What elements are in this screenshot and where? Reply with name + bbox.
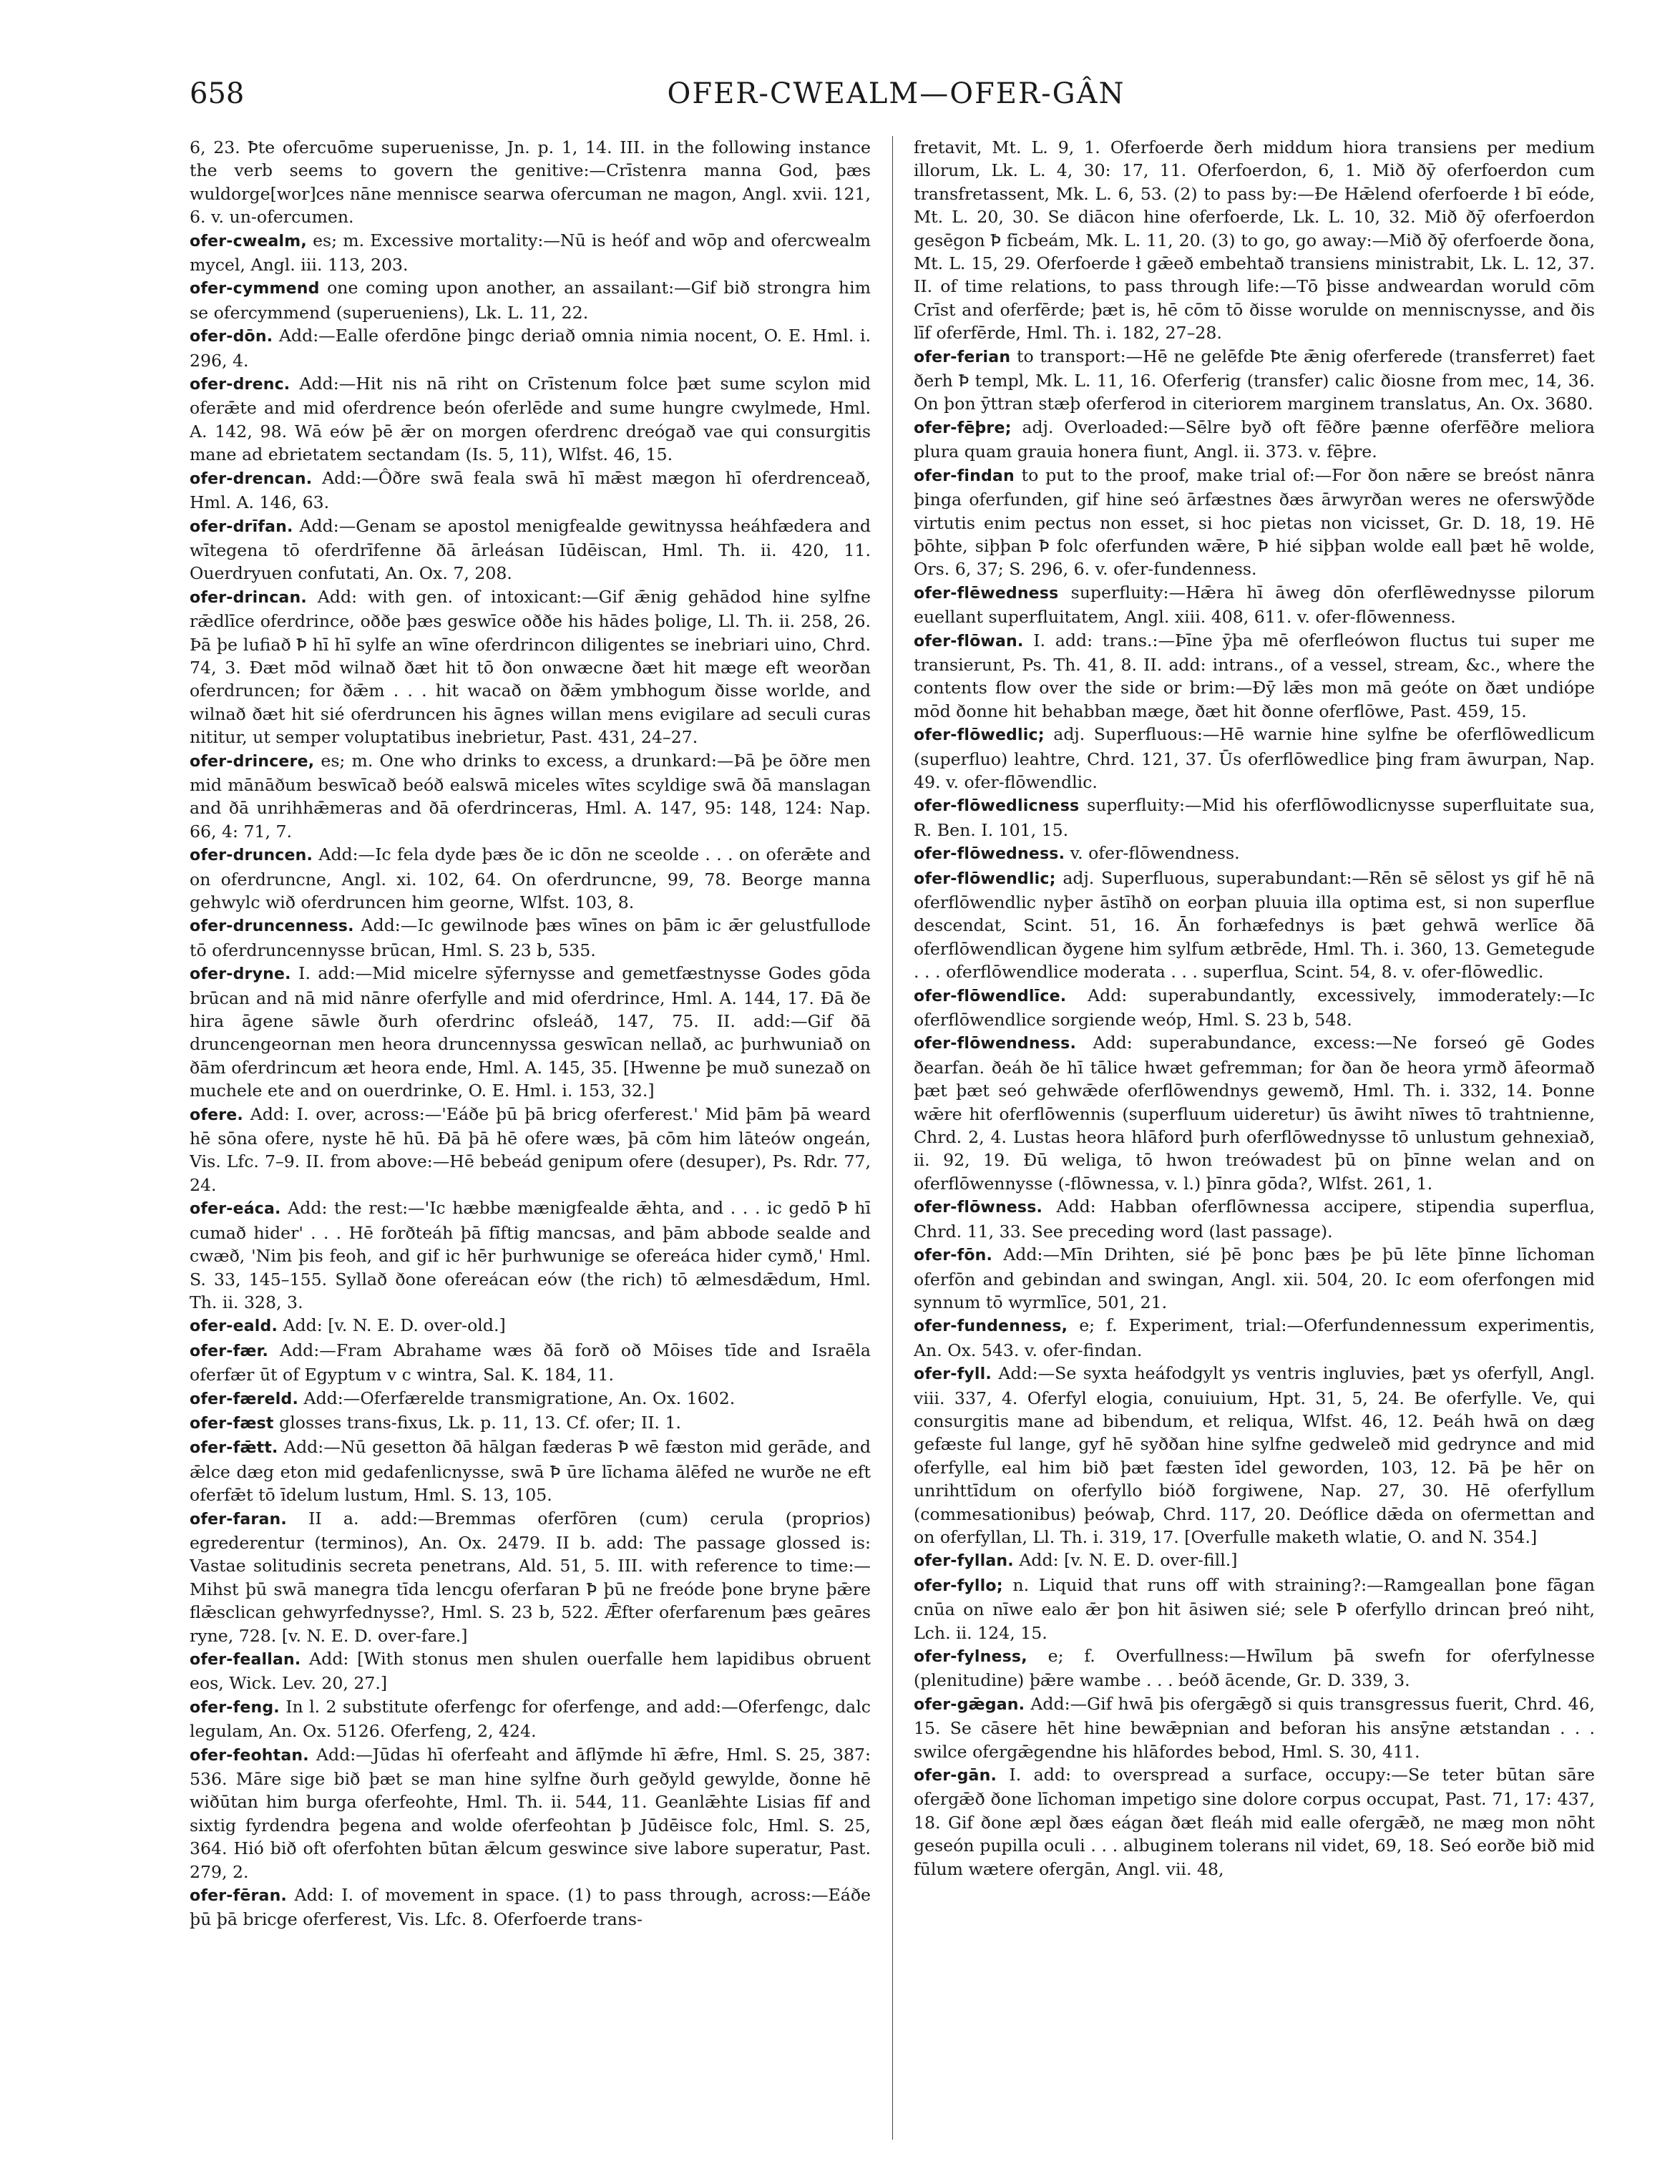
dictionary-entry [190,467,871,515]
entry-text: Add:—Se syxta heáfodgylt ys ventris ingluvies, þæt ys oferfyll, Angl. viii. 337, 4. Oferfyl elogia, conuiuium, Hpt. 31, 5, 24. Be oferfylle. Ve, qui consurgitis mane ad bibendum, et reliqua, Wlfst. 46, 12. Þeáh hwā on dæg gefæste ful lange, gyf hē syððan hine sylfne gedweleð mid gedrynce and mid oferfylle, eal him bið þæt fæsten īdel geworden, 103, 12. Þā þe hēr on unrihttīdum on oferfyllo bióð forgiwene, Nap. 27, 30. Hē oferfyllum (commesationibus) þeówaþ, Chrd. 117, 20. Deóflice dǣda on ofermettan and on oferfyllan, Ll. Th. i. 319, 17. [Overfulle maketh wlatie, O. and N. 354.] [914,1363,1595,1547]
entry-text: Add: [v. N. E. D. over-old.] [278,1315,506,1336]
dictionary-entry [914,345,1595,416]
entry-headword: ofer-eáca. [190,1200,281,1219]
dictionary-entry [914,1243,1595,1314]
entry-headword: ofer-fyllan. [914,1552,1014,1571]
entry-text: I. add: trans.:—Þīne ȳþa mē oferfleówon fluctus tui super me transierunt, Ps. Th. 41, 8. II. add: intrans., of a vessel, stream, &c., where the contents flow over the side or brim:—Ðȳ lǣs mon mā geóte on ðæt undiópe mōd ðonne hit behabban mæge, ðæt hit ðonne oferflōwe, Past. 459, 15. [914,630,1595,721]
entry-text: Add:—Jūdas hī oferfeaht and āflȳmde hī ǣfre, Hml. S. 25, 387: 536. Māre sige bið þæt se man hine sylfne ðurh geðyld gewylde, ðonne hē wiðūtan him burga oferfeohte, Hml. Th. ii. 544, 11. Geanlǣhte Lisias fīf and sixtig fyrdendra þegena and wolde oferfeohtan þ Jūdēisce folc, Hml. S. 25, 364. Hió bið oft oferfohten būtan ǣlcum geswince sive labore superatur, Past. 279, 2. [190,1744,871,1882]
entry-text: 6, 23. Ꝥte ofercuōme superuenisse, Jn. p. 1, 14. III. in the following instance the verb seems to govern the genitive:—Crīstenra manna God, þæs wuldorge[wor]ces nāne mennisce searwa ofercuman ne magon, Angl. xvii. 121, 6. v. un-ofercumen. [190,137,871,228]
dictionary-entry [190,843,871,914]
column-divider [892,136,893,2140]
entry-text: Add:—Oferfærelde transmigratione, An. Ox. 1602. [298,1388,736,1408]
dictionary-entry [190,585,871,749]
dictionary-entry [190,1411,871,1435]
dictionary-entry [190,749,871,844]
entry-headword: ofer-flōwedlic; [914,726,1045,745]
entry-headword: ofer-fǣtt. [190,1439,278,1458]
dictionary-entry [914,1195,1595,1243]
entry-headword: ofer-flēwedness [914,584,1059,603]
dictionary-entry [914,1644,1595,1692]
dictionary-entry [190,372,871,467]
entry-headword: ofer-drincere, [190,752,315,771]
entry-headword: ofer-fēran. [190,1887,287,1906]
entry-headword: ofer-feohtan. [190,1746,309,1765]
entry-headword: ofer-gān. [914,1767,997,1785]
entry-headword: ofer-flōwendlīce. [914,987,1067,1005]
entry-headword: ofer-fēþre; [914,419,1012,437]
entry-continuation [190,136,871,229]
entry-text: adj. Superfluous, superabundant:—Rēn sē sēlost ys gif hē nā oferflōwendlic nyþer āstīhð on eorþan pluuia illa optima est, si non superflue descendat, Scint. 51, 16. Ān forhæfednys is þæt gehwā werlīce ðā oferflōwendlican ðygene him sylfum ætbrēde, Hml. Th. i. 360, 13. Gemetegude . . . oferflōwendlice moderata . . . superflua, Scint. 54, 8. v. ofer-flōwedlic. [914,867,1595,983]
entry-headword: ofer-eald. [190,1317,278,1336]
entry-headword: ofer-flōwendlic; [914,869,1056,888]
entry-headword: ofer-fyllo; [914,1576,1003,1595]
entry-text: Add: I. of movement in space. (1) to pass through, across:—Eáðe þū þā bricge oferferest, Vis. Lfc. 8. Oferfoerde trans- [190,1885,871,1930]
dictionary-entry [914,1574,1595,1644]
dictionary-entry [914,794,1595,842]
right-column [914,136,1595,2140]
dictionary-entry [190,1339,871,1387]
dictionary-entry [190,962,871,1102]
entry-text: Add: the rest:—'Ic hæbbe mænigfealde ǣhta, and . . . ic gedō Ꝥ hī cumað hider' . . . Hē forðteáh þā fīftig mancsas, and þām abbode sealde and cwæð, 'Nim þis feoh, and gif ic hēr þurhwunige se ofereáca hider cymð,' Hml. S. 33, 145–155. Syllað ðone ofereácan eów (the rich) tō ælmesdǣdum, Hml. Th. ii. 328, 3. [190,1198,871,1312]
entry-continuation [914,136,1595,345]
dictionary-entry [190,1103,871,1197]
dictionary-entry [190,515,871,585]
dictionary-entry [190,1647,871,1695]
dictionary-entry [914,984,1595,1032]
dictionary-entry [914,1692,1595,1763]
entry-headword: ofer-gǣgan. [914,1695,1025,1714]
entry-text: v. ofer-flōwendness. [1065,843,1240,864]
entry-text: one coming upon another, an assailant:—Gif bið strongra him se ofercymmend (superueniens), Lk. L. 11, 22. [190,278,871,323]
entry-text: to put to the proof, make trial of:—For ðon nǣre se breóst nānra þinga oferfunden, gif hine seó ārfæstnes ðæs ārwyrðan weres ne oferswȳðde virtutis enim pectus non esset, si hoc pietas non vicisset, Gr. D. 18, 19. Hē þōhte, siþþan Ꝥ folc oferfunden wǣre, Ꝥ hié siþþan wolde eall þæt hē wolde, Ors. 6, 37; S. 296, 6. v. ofer-fundenness. [914,464,1595,580]
entry-text: I. add: to overspread a surface, occupy:—Se teter būtan sāre ofergǣð ðone līchoman impetigo sine dolore corpus occupat, Past. 71, 17: 437, 18. Gif ðone æpl ðæs eágan ðæt fleáh mid ealle ofergǣð, ne mæg mon nōht geseón pupilla oculi . . . albuginem tolerans nil videt, 69, 18. Seó eorðe bið mid fūlum wætere ofergān, Angl. vii. 48, [914,1765,1595,1879]
entry-headword: ofer-flōwedlicness [914,797,1080,816]
entry-headword: ofer-feallan. [190,1651,301,1669]
dictionary-entry [190,324,871,372]
dictionary-entry [914,581,1595,629]
dictionary-entry [914,1549,1595,1573]
dictionary-entry [190,914,871,962]
entry-headword: ofer-fyll. [914,1365,992,1384]
dictionary-entry [190,1314,871,1338]
entry-headword: ofer-flōwness. [914,1199,1043,1217]
entry-headword: ofer-druncenness. [190,917,354,936]
entry-headword: ofer-flōwendness. [914,1035,1076,1053]
entry-text: fretavit, Mt. L. 9, 1. Oferfoerde ðerh middum hiora transiens per medium illorum, Lk. L. 4, 30: 17, 11. Oferfoerdon, 6, 1. Mið ðȳ oferfoerdon cum transfretassent, Mk. L. 6, 53. (2) to pass by:—Ðe Hǣlend oferfoerde ł bī eóde, Mt. L. 20, 30. Se diācon hine oferfoerde, Lk. L. 10, 32. Mið ðȳ oferfoerdon gesēgon Ꝥ fīcbeám, Mk. L. 11, 20. (3) to go, go away:—Mið ðȳ oferfoerde ðona, Mt. L. 15, 29. Oferfoerde ł gǣeð embehtað transiens ministrabit, Lk. L. 12, 37. II. of time relations, to pass through life:—Tō þisse andweardan woruld cōm Crīst and oferfērde; þæt is, hē cōm tō ðisse worulde on menniscnysse, and ðis līf oferfērde, Hml. Th. i. 182, 27–28. [914,137,1595,343]
entry-text: Add:—Hit nis nā riht on Crīstenum folce þæt sume scylon mid oferǣte and mid oferdrence beón oferlēde and sume hungre cwylmede, Hml. A. 142, 98. Wā eów þē ǣr on morgen oferdrenc dreógað vae qui consurgitis mane ad ebrietatem sectandam (Is. 5, 11), Wlfst. 46, 15. [190,374,871,465]
page-number: 658 [190,77,245,110]
dictionary-entry [190,1883,871,1931]
entry-headword: ofer-drenc. [190,376,290,394]
entry-headword: ofere. [190,1106,243,1124]
entry-text: to transport:—Hē ne gelēfde Ꝥte ǣnig oferferede (transferret) faet ðerh Ꝥ templ, Mk. L. 11, 16. Oferferig (transfer) calic ðiosne from mec, 14, 36. On þon ȳttran stæþ oferferod in citeriorem marginem translatus, An. Ox. 3680. [914,346,1595,414]
entry-headword: ofer-findan [914,467,1015,485]
entry-text: Add:—Nū gesetton ðā hālgan fæderas Ꝥ wē fæston mid gerāde, and ǣlce dæg eton mid gedafenlicnysse, swā Ꝥ ūre līchama ālēfed ne wurðe ne eft oferfǣt tō īdelum lustum, Hml. S. 13, 105. [190,1437,871,1506]
entry-text: es; m. Excessive mortality:—Nū is heóf and wōp and ofercwealm mycel, Angl. iii. 113, 203. [190,230,871,276]
entry-text: Add:—Genam se apostol menigfealde gewitnyssa heáhfædera and wītegena tō oferdrīfenne ðā ārleásan Iūdēiscan, Hml. Th. ii. 420, 11. Ouerdryuen confutati, An. Ox. 7, 208. [190,515,871,584]
entry-headword: ofer-feng. [190,1698,280,1717]
dictionary-entry [190,1387,871,1411]
entry-text: Add:—Mīn Drihten, sié þē þonc þæs þe þū lēte þīnne līchoman oferfōn and gebindan and swingan, Angl. xii. 504, 20. Ic eom oferfongen mid synnum tō wyrmlīce, 501, 21. [914,1244,1595,1312]
dictionary-entry [914,629,1595,723]
entry-text: adj. Overloaded:—Sēlre byð oft fēðre þænne oferfēðre meliora plura quam grauia honera fiunt, Angl. ii. 373. v. fēþre. [914,416,1595,462]
dictionary-entry [190,1743,871,1883]
entry-text: Add: [v. N. E. D. over-fill.] [1013,1550,1238,1571]
entry-headword: ofer-ferian [914,348,1011,366]
dictionary-entry [914,1314,1595,1362]
dictionary-entry [190,1695,871,1743]
left-column [190,136,871,2140]
dictionary-entry [190,276,871,324]
entry-text: e; f. Experiment, trial:—Oferfundennessum experimentis, An. Ox. 543. v. ofer-findan. [914,1315,1595,1360]
entry-headword: ofer-fær. [190,1342,269,1360]
dictionary-entry [914,1362,1595,1549]
entry-headword: ofer-fōn. [914,1247,993,1265]
entry-text: Add:—Ôðre swā feala swā hī mǣst mægon hī oferdrenceað, Hml. A. 146, 63. [190,467,871,513]
dictionary-entry [914,464,1595,581]
dictionary-entry [914,723,1595,794]
entry-headword: ofer-drencan. [190,469,313,488]
dictionary-entry [190,1507,871,1647]
dictionary-entry [914,867,1595,984]
entry-headword: ofer-fæst [190,1414,274,1433]
entry-text: Add: I. over, across:—'Eáðe þū þā bricg oferferest.' Mid þām þā weard hē sōna ofere, nyste hē hū. Ðā þā hē ofere wæs, þā cōm him lāteów ongeán, Vis. Lfc. 7–9. II. from above:—Hē bebeád genipum ofere (desuper), Ps. Rdr. 77, 24. [190,1103,871,1195]
entry-text: Add: Habban oferflōwnessa accipere, stipendia superflua, Chrd. 11, 33. See preceding word (last passage). [914,1196,1595,1242]
dictionary-entry [190,229,871,277]
entry-text: Add:—Ealle oferdōne þingc deriað omnia nimia nocent, O. E. Hml. i. 296, 4. [190,326,871,371]
entry-text: II a. add:—Bremmas oferfōren (cum) cerula (proprios) egrederentur (terminos), An. Ox. 2479. II b. add: The passage glossed is: Vastae solitudinis secreta penetrans, Ald. 51, 5. III. with reference to time:—Mihst þū swā manegra tīda lencgu oferfaran Ꝥ þū ne freóde þone bryne þǣre flǣsclican gehwyrfednysse?, Hml. S. 23 b, 522. Ǣfter oferfarenum þæs geāres ryne, 728. [v. N. E. D. over-fare.] [190,1508,871,1646]
entry-text: Add:—Gif hwā þis ofergǣgð si quis transgressus fuerit, Chrd. 46, 15. Se cāsere hēt hine bewǣpnian and beforan his ansȳne ætstandan . . . swilce ofergǣgendne his hlāfordes bebod, Hml. S. 30, 411. [914,1693,1595,1762]
entry-headword: ofer-dōn. [190,328,273,346]
entry-headword: ofer-drīfan. [190,517,293,536]
entry-text: Add: [With stonus men shulen ouerfalle hem lapidibus obruent eos, Wick. Lev. 20, 27.] [190,1649,871,1694]
entry-text: Add:—Ic fela dyde þæs ðe ic dōn ne sceolde . . . on oferǣte and on oferdruncne, Angl. xi. 102, 64. On oferdruncne, 99, 78. Beorge manna gehwylc wið oferdruncen him georne, Wlfst. 103, 8. [190,844,871,912]
entry-text: Add: with gen. of intoxicant:—Gif ǣnig gehādod hine sylfne rǣdlīce oferdrince, oððe þæs geswīce oððe his hādes þolige, Ll. Th. ii. 258, 26. Þā þe lufiað Ꝥ hī hī sylfe an wīne oferdrincon diligentes se inebriari uino, Chrd. 74, 3. Ðæt mōd wilnað ðæt hit tō ðon onwæcne ðæt hit mæge eft weorðan oferdruncen; for ðǣm . . . hit wacað on ðǣm ymbhogum ðisse worlde, and wilnað ðæt hit sié oferdruncen his āgnes willan mens evigilare ad seculi curas nititur, ut semper voluptatibus inebrietur, Past. 431, 24–27. [190,586,871,748]
entry-text: I. add:—Mid micelre sȳfernysse and gemetfæstnysse Godes gōda brūcan and nā mid nānre oferfylle and mid oferdrince, Hml. A. 144, 17. Ðā ðe hira āgene sāwle ðurh oferdrinc ofsleáð, 147, 75. II. add:—Gif ðā druncengeornan men heora druncennyssa geswīcan nellað, ac þurhwuniað on ðām oferdrincum æt heora ende, Hml. A. 145, 35. [Hwenne þe muð sunezað on muchele ete and on ouerdrinke, O. E. Hml. i. 153, 32.] [190,963,871,1101]
entry-text: e; f. Overfullness:—Hwīlum þā swefn for oferfylnesse (plenitudine) þǣre wambe . . . beóð ācende, Gr. D. 339, 3. [914,1646,1595,1691]
entry-headword: ofer-cymmend [190,280,320,298]
entry-headword: ofer-faran. [190,1510,287,1529]
entry-text: glosses trans-fixus, Lk. p. 11, 13. Cf. ofer; II. 1. [273,1412,682,1433]
page-header [190,77,1603,114]
entry-headword: ofer-fundenness, [914,1317,1068,1336]
entry-text: In l. 2 substitute oferfengc for oferfenge, and add:—Oferfengc, dalc legulam, An. Ox. 5126. Oferfeng, 2, 424. [190,1696,871,1742]
entry-headword: ofer-færeld. [190,1390,299,1408]
entry-text: Add: superabundance, excess:—Ne forseó gē Godes ðearfan. ðeáh ðe hī tālice hwæt gefremman; for ðan ðe heora yrmð āfeormað þæt þæt seó gehwǣde oferflōwendnys gewemð, Hml. Th. i. 332, 14. Þonne wǣre hit oferflōwennis (superfluum uideretur) ūs āwiht nīwes tō trahtnienne, Chrd. 2, 4. Lustas heora hlāford þurh oferflōwednysse tō unlustum gehnexiað, ii. 92, 19. Ðū weliga, tō hwon treówadest þū on þīnne welan and on oferflōwennysse (-flōwnessa, v. l.) þīnra gōda?, Wlfst. 261, 1. [914,1033,1595,1194]
entry-text: superfluity:—Hǣra hī āweg dōn oferflēwednysse pilorum euellant superfluitatem, Angl. xiii. 408, 611. v. ofer-flōwenness. [914,582,1595,628]
entry-text: es; m. One who drinks to excess, a drunkard:—Þā þe ōðre men mid mānāðum beswīcað beóð ealswā miceles wītes scyldige swā ðā manslagan and ðā unrihhǣmeras and ðā oferdrinceras, Hml. A. 147, 95: 148, 124: Nap. 66, 4: 71, 7. [190,750,871,842]
dictionary-entry [914,1763,1595,1881]
entry-headword: ofer-flōwedness. [914,845,1065,864]
entry-text: Add:—Fram Abrahame wæs ðā forð oð Mōises tīde and Israēla oferfær ūt of Egyptum v c wintra, Sal. K. 184, 11. [190,1340,871,1385]
dictionary-columns [190,136,1603,2154]
entry-headword: ofer-fylness, [914,1648,1027,1666]
dictionary-entry [914,416,1595,464]
entry-headword: ofer-druncen. [190,847,313,865]
entry-headword: ofer-dryne. [190,965,291,984]
entry-headword: ofer-cwealm, [190,232,307,250]
dictionary-entry [190,1196,871,1314]
dictionary-entry [914,1031,1595,1195]
dictionary-entry [190,1435,871,1506]
entry-headword: ofer-flōwan. [914,632,1024,650]
entry-headword: ofer-drincan. [190,588,307,607]
entry-text: n. Liquid that runs off with straining?:—Ramgeallan þone fāgan cnūa on nīwe ealo ǣr þon hit āsiwen sié; sele Ꝥ oferfyllo drincan þreó niht, Lch. ii. 124, 15. [914,1574,1595,1643]
running-title: OFER-CWEALM—OFER-GÂN [667,77,1125,110]
dictionary-entry [914,842,1595,866]
entry-text: Add:—Ic gewilnode þæs wīnes on þām ic ǣr gelustfullode tō oferdruncennysse brūcan, Hml. S. 23 b, 535. [190,915,871,960]
entry-text: adj. Superfluous:—Hē warnie hine sylfne be oferflōwedlicum (superfluo) leahtre, Chrd. 121, 37. Ūs oferflōwedlice þing fram āwurpan, Nap. 49. v. ofer-flōwendlic. [914,724,1595,792]
entry-text: superfluity:—Mid his oferflōwodlicnysse superfluitate sua, R. Ben. I. 101, 15. [914,795,1595,840]
entry-text: Add: superabundantly, excessively, immoderately:—Ic oferflōwendlice sorgiende weóp, Hml. S. 23 b, 548. [914,985,1595,1030]
